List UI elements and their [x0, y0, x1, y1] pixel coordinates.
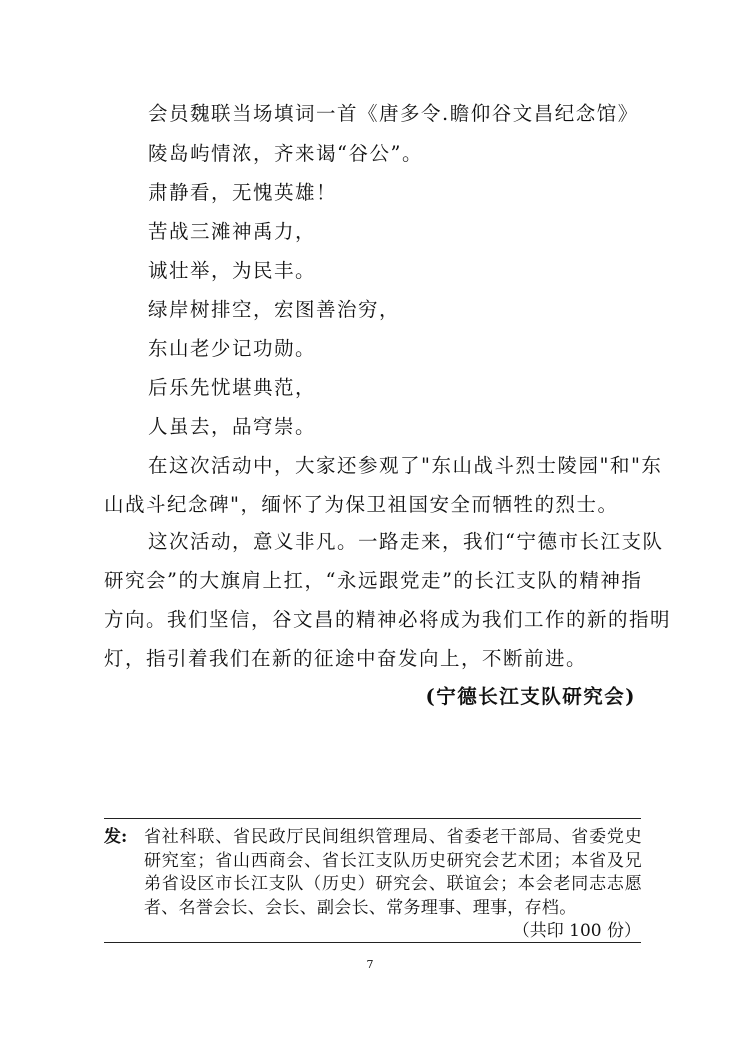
- distribution-label: 发:: [104, 827, 128, 847]
- poem-line: 人虽去，品穹崇。: [148, 415, 317, 438]
- poem-line: 肃静看，无愧英雄！: [148, 181, 338, 204]
- paragraph-line: 研究会”的大旗肩上扛，“永远跟党走”的长江支队的精神指: [104, 569, 643, 592]
- paragraph-line: 这次活动，意义非凡。一路走来，我们“宁德市长江支队: [148, 530, 664, 553]
- poem-line: 诚壮举，为民丰。: [148, 259, 317, 282]
- divider-bottom: [104, 942, 641, 943]
- poem-line: 陵岛屿情浓，齐来谒“谷公”。: [148, 142, 423, 165]
- print-copies: （共印 100 份）: [512, 921, 641, 941]
- paragraph-line: 山战斗纪念碑"，缅怀了为保卫祖国安全而牺牲的烈士。: [104, 493, 619, 516]
- distribution-recipients: 省社科联、省民政厅民间组织管理局、省委老干部局、省委党史研究室；省山西商会、省长江支队历史研究会艺术团；本省及兄弟省设区市长江支队（历史）研究会、联谊会；本会老同志志愿者、名誉会长、会长、副会长、常务理事、理事，存档。: [144, 827, 642, 918]
- paragraph-line: 在这次活动中，大家还参观了"东山战斗烈士陵园"和"东: [148, 454, 663, 477]
- signature: (宁德长江支队研究会): [425, 685, 636, 708]
- paragraph-line: 方向。我们坚信，谷文昌的精神必将成为我们工作的新的指明: [104, 608, 672, 631]
- poem-intro: 会员魏联当场填词一首《唐多令.瞻仰谷文昌纪念馆》: [148, 102, 639, 125]
- poem-line: 苦战三滩神禹力，: [148, 220, 317, 243]
- paragraph-line: 灯，指引着我们在新的征途中奋发向上，不断前进。: [104, 647, 588, 670]
- divider-top: [104, 818, 641, 819]
- poem-line: 东山老少记功勋。: [148, 337, 317, 360]
- poem-line: 后乐先忧堪典范，: [148, 376, 317, 399]
- poem-line: 绿岸树排空，宏图善治穷，: [148, 298, 401, 321]
- page-number: 7: [366, 958, 374, 971]
